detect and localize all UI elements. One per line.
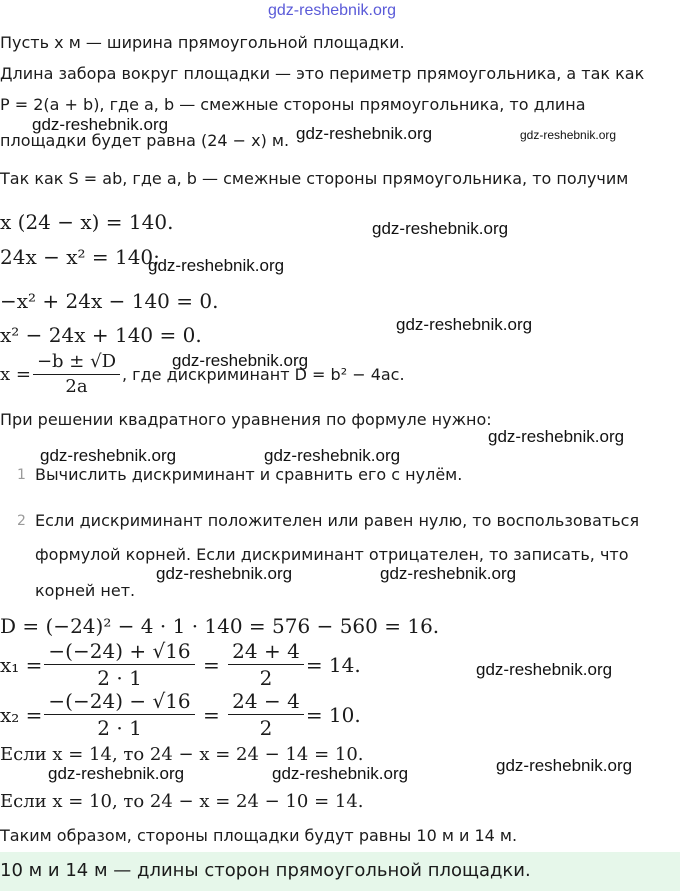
equation-3: −x² + 24x − 140 = 0.: [0, 289, 219, 313]
watermark[interactable]: gdz-reshebnik.org: [264, 446, 401, 465]
x1-denominator: 2 · 1: [97, 666, 142, 690]
watermark[interactable]: gdz-reshebnik.org: [148, 256, 285, 275]
x1-numerator: −(−24) + √16: [44, 640, 194, 665]
watermark[interactable]: gdz-reshebnik.org: [380, 564, 517, 583]
x2-fraction-2: [228, 690, 304, 739]
x2-fraction: [44, 690, 194, 739]
watermark-top[interactable]: gdz-reshebnik.org: [268, 2, 397, 19]
intro-line-4: площадки будет равна (24 − x) м.: [0, 131, 290, 150]
watermark[interactable]: gdz-reshebnik.org: [496, 756, 633, 775]
x2-numerator-2: 24 − 4: [228, 690, 304, 715]
list-number-1: 1: [17, 467, 26, 483]
case-x-14: Если x = 14, то 24 − x = 24 − 14 = 10.: [0, 744, 364, 765]
watermark[interactable]: gdz-reshebnik.org: [272, 764, 409, 783]
formula-numerator: −b ± √D: [33, 352, 120, 375]
watermark[interactable]: gdz-reshebnik.org: [48, 764, 185, 783]
intro-line-2: Длина забора вокруг площадки — это периметр прямоугольника, а так как: [0, 64, 645, 83]
case-x-10: Если x = 10, то 24 − x = 24 − 10 = 14.: [0, 791, 364, 812]
list-item-2-line-3: корней нет.: [35, 581, 136, 600]
watermark[interactable]: gdz-reshebnik.org: [488, 427, 625, 446]
watermark[interactable]: gdz-reshebnik.org: [156, 564, 293, 583]
x2-denominator-2: 2: [259, 716, 273, 740]
x2-lhs: x₂ =: [0, 702, 43, 727]
formula-rest: , где дискриминант D = b² − 4ac.: [122, 364, 405, 384]
watermark[interactable]: gdz-reshebnik.org: [396, 315, 533, 334]
formula-fraction: [33, 352, 120, 397]
x1-denominator-2: 2: [259, 666, 273, 690]
watermark[interactable]: gdz-reshebnik.org: [296, 124, 433, 143]
watermark[interactable]: gdz-reshebnik.org: [40, 446, 177, 465]
x2-result: = 10.: [305, 702, 361, 727]
root-x2: x₂ = $\frac{-(-24) - √16}{2 \cdot 1}$ = $\frac{24 - 4}{2}$ = 10.: [0, 689, 361, 740]
x1-lhs: x₁ =: [0, 652, 43, 677]
x2-denominator: 2 · 1: [97, 716, 142, 740]
equation-1: x (24 − x) = 140.: [0, 210, 174, 234]
rule-title: При решении квадратного уравнения по формуле нужно:: [0, 410, 492, 429]
list-number-2: 2: [17, 513, 26, 529]
x2-numerator: −(−24) − √16: [44, 690, 194, 715]
root-x1: x₁ = $\frac{-(-24) + √16}{2 \cdot 1}$ = $\frac{24 + 4}{2}$ = 14.: [0, 639, 361, 690]
formula-denominator: 2a: [65, 375, 88, 397]
answer-text: 10 м и 14 м — длины сторон прямоугольной площадки.: [0, 860, 531, 881]
answer-box: [0, 852, 680, 891]
list-item-2-line-1: Если дискриминант положителен или равен нулю, то воспользоваться: [35, 511, 640, 530]
x1-numerator-2: 24 + 4: [228, 640, 304, 665]
equation-2: 24x − x² = 140;: [0, 245, 160, 269]
equation-4: x² − 24x + 140 = 0.: [0, 323, 202, 347]
formula-lhs: x =: [0, 363, 31, 385]
watermark[interactable]: gdz-reshebnik.org: [372, 219, 509, 238]
list-item-2-line-2: формулой корней. Если дискриминант отрицателен, то записать, что: [35, 545, 629, 564]
x1-result: = 14.: [305, 652, 361, 677]
watermark[interactable]: gdz-reshebnik.org: [172, 351, 309, 370]
watermark[interactable]: gdz-reshebnik.org: [32, 115, 169, 134]
intro-line-3: P = 2(a + b), где a, b — смежные стороны прямоугольника, то длина: [0, 95, 586, 114]
watermark[interactable]: gdz-reshebnik.org: [476, 660, 613, 679]
discriminant-calc: D = (−24)² − 4 · 1 · 140 = 576 − 560 = 16.: [0, 614, 440, 638]
intro-line-5: Так как S = ab, где a, b — смежные стороны прямоугольника, то получим: [0, 169, 629, 188]
list-item-1: Вычислить дискриминант и сравнить его с нулём.: [35, 465, 463, 484]
conclusion: Таким образом, стороны площадки будут равны 10 м и 14 м.: [0, 826, 518, 845]
watermark[interactable]: gdz-reshebnik.org: [520, 128, 617, 142]
x1-fraction: [44, 640, 194, 689]
intro-line-1: Пусть x м — ширина прямоугольной площадки.: [0, 33, 405, 52]
x1-fraction-2: [228, 640, 304, 689]
